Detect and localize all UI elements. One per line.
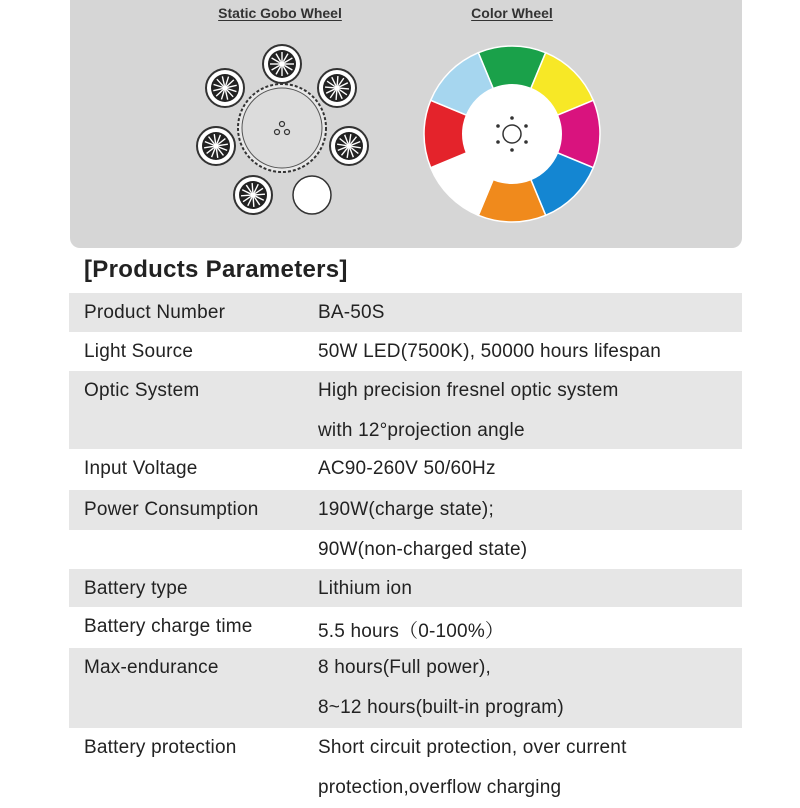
param-value: 8~12 hours(built-in program): [318, 697, 564, 718]
param-value: BA-50S: [318, 302, 385, 323]
wheels-illustration: [0, 0, 800, 250]
color-wheel: [424, 46, 600, 222]
param-row: [69, 490, 742, 569]
param-value: 50W LED(7500K), 50000 hours lifespan: [318, 341, 662, 362]
param-row: [69, 728, 742, 808]
gobo-pattern-2-icon: [206, 69, 244, 107]
param-label: Light Source: [84, 341, 194, 362]
param-label: Battery type: [84, 578, 188, 599]
param-value: Short circuit protection, over current: [318, 737, 627, 758]
param-value: High precision fresnel optic system: [318, 380, 619, 401]
gobo-pattern-5-icon: [330, 127, 368, 165]
param-value: Lithium ion: [318, 578, 413, 599]
param-label: Max-endurance: [84, 657, 219, 678]
gobo-pattern-3-icon: [318, 69, 356, 107]
param-value: protection,overflow charging: [318, 777, 562, 798]
param-row: [69, 371, 742, 449]
param-row: [69, 569, 742, 607]
param-label: Input Voltage: [84, 458, 198, 479]
gobo-pattern-6-icon: [234, 176, 272, 214]
open-gobo-icon: [293, 176, 331, 214]
param-label: Battery charge time: [84, 616, 253, 637]
param-row: [69, 648, 742, 728]
param-label: Power Consumption: [84, 499, 259, 520]
param-label: Optic System: [84, 380, 200, 401]
param-value: AC90-260V 50/60Hz: [318, 458, 496, 479]
param-value: 5.5 hours（0-100%）: [318, 621, 505, 642]
gobo-wheel-title: Static Gobo Wheel: [218, 5, 342, 21]
param-row: [69, 332, 742, 371]
products-parameters-table: [69, 293, 742, 808]
param-value: 190W(charge state);: [318, 499, 494, 520]
color-wheel-title: Color Wheel: [471, 5, 553, 21]
gobo-wheel: [197, 45, 368, 214]
param-value: with 12°projection angle: [318, 420, 525, 441]
gobo-pattern-4-icon: [197, 127, 235, 165]
param-value: 90W(non-charged state): [318, 539, 528, 560]
param-label: Product Number: [84, 302, 226, 323]
param-row: [69, 449, 742, 490]
param-label: Battery protection: [84, 737, 237, 758]
param-row: [69, 607, 742, 648]
section-title: [Products Parameters]: [84, 256, 348, 283]
gobo-pattern-1-icon: [263, 45, 301, 83]
param-row: [69, 293, 742, 332]
param-value: 8 hours(Full power),: [318, 657, 491, 678]
